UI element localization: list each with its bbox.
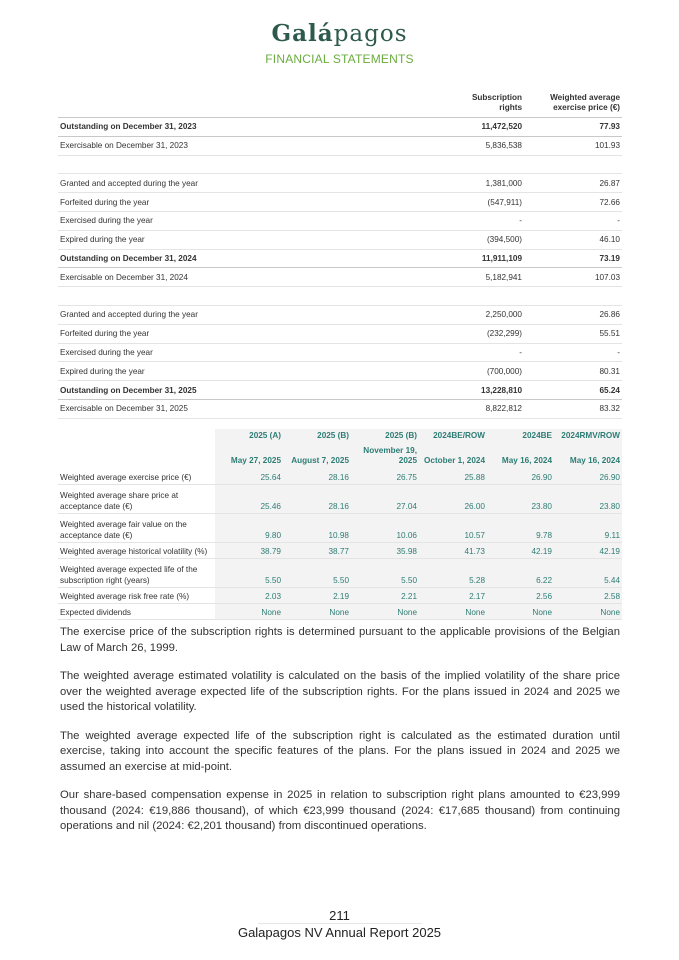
row-label: Exercised during the year [58,343,398,362]
table-row [58,343,622,362]
plan-date: August 7, 2025 [283,446,351,469]
price-value: 83.32 [524,399,622,418]
table-row: Weighted average historical volatility (%) 38.79 38.77 35.98 41.73 42.19 42.19 [58,543,622,559]
price-value: 26.86 [524,305,622,324]
company-logo [0,20,679,47]
table-row [58,362,622,381]
rights-value: (547,911) [398,193,524,212]
price-value: 46.10 [524,230,622,249]
row-label: Weighted average expected life of the subscription right (years) [58,559,215,588]
paragraph: The exercise price of the subscription rights is determined pursuant to the applicable provisions of the Belgian Law of March 26, 1999. [60,626,620,654]
row-label: Outstanding on December 31, 2023 [58,118,398,137]
price-value: 107.03 [524,268,622,287]
table-row: Weighted average fair value on the acceptance date (€) 9.80 10.98 10.06 10.57 9.78 9.11 [58,514,622,543]
plan-header: 2025 (A) [215,429,283,446]
rights-value: (232,299) [398,324,524,343]
price-value: - [524,211,622,230]
rights-value: 11,911,109 [398,249,524,268]
table-row [58,174,622,193]
price-value: 26.87 [524,174,622,193]
column-header-subscription-rights: Subscription rights [471,93,522,112]
plan-header: 2024RMV/ROW [554,429,622,446]
row-label: Granted and accepted during the year [58,305,398,324]
rights-value: (394,500) [398,230,524,249]
row-label: Weighted average risk free rate (%) [58,588,215,604]
table-row [58,305,622,324]
column-header-exercise-price: Weighted average exercise price (€) [550,93,620,112]
row-label: Expected dividends [58,604,215,620]
price-value: 65.24 [524,381,622,400]
row-label: Outstanding on December 31, 2024 [58,249,398,268]
price-value: 77.93 [524,118,622,137]
row-label: Exercisable on December 31, 2025 [58,399,398,418]
paragraph: The weighted average estimated volatility is calculated on the basis of the implied volatility of the share price over the weighted average expected life of the subscription rights. For the plans issued in 2024 and 2025 we used the historical volatility. [60,670,620,713]
price-value: 101.93 [524,136,622,155]
table-row [58,211,622,230]
price-value: 55.51 [524,324,622,343]
paragraph: The weighted average expected life of the subscription right is calculated as the estimated duration until exercise, taking into account the specific features of the plans. For the plans issued in 2024 and 2025 we assumed an exercise at mid-point. [60,729,620,773]
row-label: Exercisable on December 31, 2023 [58,136,398,155]
plan-header: 2025 (B) [283,429,351,446]
price-value: 73.19 [524,249,622,268]
row-label: Weighted average exercise price (€) [58,469,215,485]
logo-text-bold: Galá [271,20,334,47]
assumptions-table [58,429,622,620]
row-label: Exercisable on December 31, 2024 [58,268,398,287]
subscription-rights-table [58,93,622,419]
price-value: 80.31 [524,362,622,381]
rights-value: 13,228,810 [398,381,524,400]
rights-value: 11,472,520 [398,118,524,137]
column-header-blank [58,446,215,469]
table-row: Expected dividends None None None None None None [58,604,622,620]
row-label: Forfeited during the year [58,324,398,343]
rights-value: - [398,343,524,362]
row-label: Outstanding on December 31, 2025 [58,381,398,400]
row-label: Expired during the year [58,362,398,381]
paragraph: Our share-based compensation expense in 2025 in relation to subscription right plans amounted to €23,999 thousand (2024: €19,886 thousand), of which €23,999 thousand (2024: €17,685 thousand) from continuing operations and nil (2024: €2,201 thousand) from discontinued operations. [60,789,620,832]
section-title: FINANCIAL STATEMENTS [265,52,414,66]
table-row [58,230,622,249]
page-number: 211 [329,908,350,923]
spacer-row [58,287,622,306]
report-title: Galapagos NV Annual Report 2025 [237,925,442,940]
table-row [58,193,622,212]
row-label: Exercised during the year [58,211,398,230]
table-row: Weighted average risk free rate (%) 2.03 2.19 2.21 2.17 2.56 2.58 [58,588,622,604]
row-label: Expired during the year [58,230,398,249]
plan-header: 2024BE [487,429,554,446]
row-label: Granted and accepted during the year [58,174,398,193]
footer-divider [258,923,422,924]
table-row [58,399,622,418]
row-label: Weighted average fair value on the acceptance date (€) [58,514,215,543]
rights-value: 5,182,941 [398,268,524,287]
plan-date: November 19, 2025 [351,446,419,469]
table-row [58,324,622,343]
table-row [58,268,622,287]
plan-date: May 27, 2025 [215,446,283,469]
body-text [60,625,620,848]
table-row: Weighted average expected life of the subscription right (years) 5.50 5.50 5.50 5.28 6.22 5.44 [58,559,622,588]
plan-date: October 1, 2024 [419,446,487,469]
rights-value: - [398,211,524,230]
row-label: Weighted average share price at acceptance date (€) [58,485,215,514]
spacer-row [58,155,622,174]
rights-value: 1,381,000 [398,174,524,193]
price-value: 72.66 [524,193,622,212]
column-header-blank [58,93,398,118]
rights-value: 8,822,812 [398,399,524,418]
plan-date: May 16, 2024 [487,446,554,469]
row-label: Forfeited during the year [58,193,398,212]
logo-text-rest: pagos [333,21,408,47]
table-row [58,381,622,400]
rights-value: 5,836,538 [398,136,524,155]
plan-header: 2024BE/ROW [419,429,487,446]
column-header-blank [58,429,215,446]
table-row: Weighted average share price at acceptance date (€) 25.46 28.16 27.04 26.00 23.80 23.80 [58,485,622,514]
rights-value: (700,000) [398,362,524,381]
row-label: Weighted average historical volatility (%) [58,543,215,559]
rights-value: 2,250,000 [398,305,524,324]
table-row [58,118,622,137]
plan-header: 2025 (B) [351,429,419,446]
table-row: Weighted average exercise price (€) 25.64 28.16 26.75 25.88 26.90 26.90 [58,469,622,485]
table-row [58,249,622,268]
plan-date: May 16, 2024 [554,446,622,469]
price-value: - [524,343,622,362]
table-row [58,136,622,155]
